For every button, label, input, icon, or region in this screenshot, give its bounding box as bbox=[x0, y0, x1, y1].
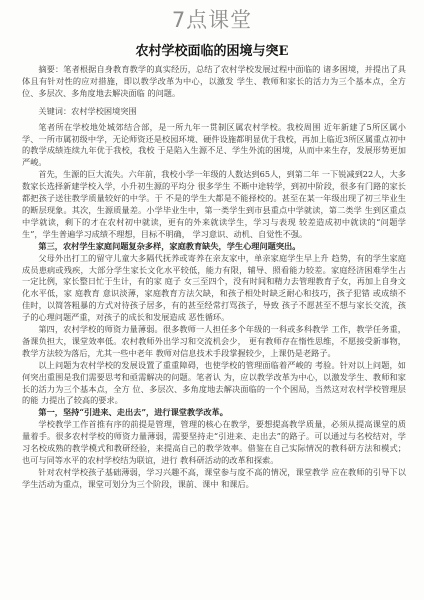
paragraph: 父母外出打工的留守儿童大多隔代抚养或寄养在亲友家中，单亲家庭学生早上升 趋势，有的学生家庭成员患病或残疾，大部分学生家长文化水平较低，能力有限，辅导、照看能力较差。家庭经济困难学生占一定比例，家长整日忙于生计，有的家 庭子 女三至四个，没有时间和精力去管理教育子女，再加上自身文化水平低，家 庭教育 意识淡薄，家庭教育方法欠缺，和孩子相处时缺乏耐心和技巧，孩子犯错 或成绩不佳时，以简答粗暴的方式对待孩子居多，有的甚至经常打骂孩子，导致 孩子不愿甚至不想与家长交流，孩子的心理问题严重，对孩子的成长和发展造成 恶性循环。 bbox=[22, 252, 406, 323]
paragraph: 以上问题为农村学校的发展设置了重重障碍，也使学校的管理面临着严峻的 考验。针对以上问题，如何突出重围是我们需要思考和亟需解决的问题。笔者认 为，应以教学改革为中心，以激发学生、教师和家长的活力为三个基本点，全方 位、多层次、多角度地去解决面临的一个个困局，当然这对农村学校管理层的能 力提出了较高的要求。 bbox=[22, 359, 406, 406]
abstract: 摘要：笔者根据自身教育教学的真实经历，总结了农村学校发展过程中面临的 诸多困境，并提出了具体且有针对性的应对措施，即以教学改革为中心，以激发 学生、教师和家长的活力为三个基本点，全方位、多层次、多角度地去解决面临 的问题。 bbox=[22, 64, 406, 98]
paragraph: 学校教学工作首推有序的前提是管理，管理的核心在教学，要想提高教学质量，必须从提高课堂的质量着手。很多农村学校的师资力量薄弱，需要坚持走“引进来、走出去”的路子。可以通过与名校结对，学习名校成熟的教学模式和教研经验，来提高自己的教学效率。借鉴在自己实际情况的教科研方法和模式；也可与同等水平的农村学校结为联谊，进行 教科研活动的改革和探索。 bbox=[22, 419, 406, 465]
paragraph: 针对农村学校孩子基础薄弱，学习兴趣不高，课堂参与度不高的情况，课堂教学 应在教师的引导下以学生活动为重点，课堂可划分为三个阶段，课前、课中 和课后。 bbox=[22, 466, 406, 489]
article-title: 农村学校面临的困境与突E bbox=[135, 44, 289, 59]
paragraph: 首先，生源的巨大流失。六年前，我校小学一年级的人数达到65人，到第二年 一下锐减到22人，大多数家长选择新建学校入学，小升初生源的平均分 很多学生 不断中途转学，到初中阶段，很多有门路的家长都把孩子送往教学质量较好的中学。于 不是的学生大都是不能择校的。甚至在某一年级出现了初三毕业生的断层现象。其次，生源质量差。小学毕业生中，第一类学生到市县重点中学就读，第二类学 生到区重点中学就读，剩下的才在农村初中就读，更有的外来就读学生，学习与表现 较差造成初中就读的“问题学生”，学生普遍学习成绩不理想，目标不明确， 学习意识、动机、自觉性不强。 bbox=[22, 169, 406, 239]
watermark-text: 7点课堂 bbox=[171, 8, 253, 32]
paragraph: 第四，农村学校的师资力量薄弱。很多教师一人担任多个年级的一科或多科教学 工作，教学任务重，备课负担大，课堂效率低。农村教师外出学习和交流机会少， 更有教师存在惰性思维，不愿接受新事物，教学方法较为落后，尤其一些中老年 教师对信息技术手段掌握较少，上课仍是老路子。 bbox=[22, 324, 406, 358]
keywords: 关键词：农村学校困境突围 bbox=[38, 105, 137, 116]
paragraph: 笔者所在学校地处城郊结合部，是一所九年一贯制区属农村学校。我校周围 近年新建了5所区属小学、一所市属初级中学，无论师资还是校园环境、硬件设施都明显优于我校，再加上临近3所区属重点初中的教学成绩连续九年优于我校，我校 于是陷入生源不足、学生外流的困境，从而中来生存，发展形势更加严峻。 bbox=[22, 121, 406, 168]
section-heading: 第三，农村学生家庭问题复杂多样，家庭教育缺失，学生心理问题突出。 bbox=[38, 240, 301, 251]
article-body bbox=[22, 64, 406, 491]
section-heading: 第一，坚持“引进来、走出去”，进行课堂教学改革。 bbox=[38, 407, 228, 418]
